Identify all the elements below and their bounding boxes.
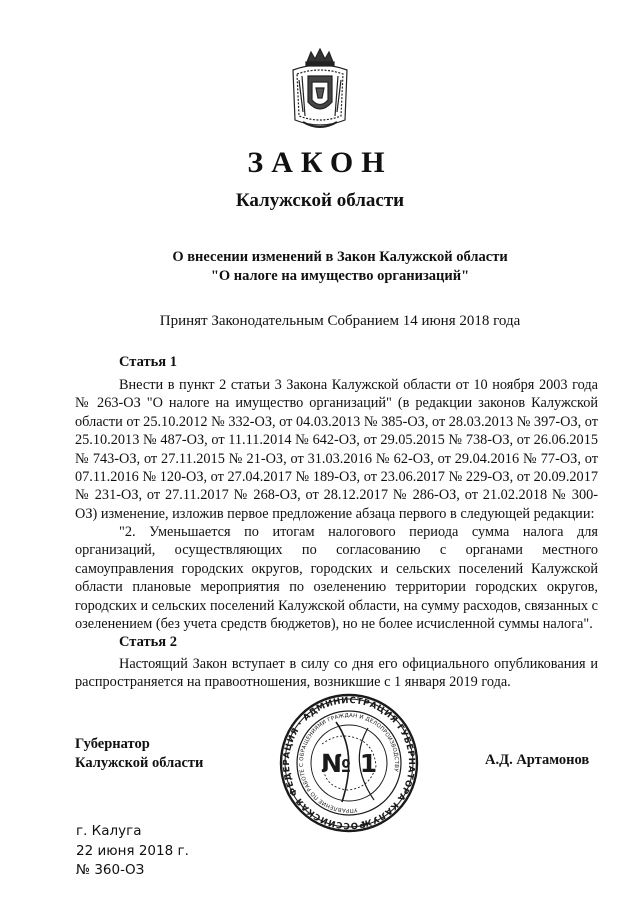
article-2-heading: Статья 2 <box>119 634 177 650</box>
adoption-note: Принят Законодательным Собранием 14 июня 2018 года <box>159 313 521 329</box>
stamp-outer-text: РОССИЙСКАЯ ФЕДЕРАЦИЯ · АДМИНИСТРАЦИЯ ГУБЕРНАТОРА КАЛУЖСКОЙ <box>281 695 417 831</box>
document-meta <box>76 822 189 881</box>
official-stamp <box>278 692 420 834</box>
coat-of-arms-icon <box>289 46 351 132</box>
law-subject <box>0 248 640 286</box>
subject-line-2: "О налоге на имущество организаций" <box>210 268 470 284</box>
article-1-heading: Статья 1 <box>119 354 177 370</box>
article-2-paragraph-1: Настоящий Закон вступает в силу со дня его официального опубликования и распространяется на правоотношения, возникшие с 1 января 2019 года. <box>75 656 598 691</box>
governor-title-line-1: Губернатор <box>75 736 150 752</box>
stamp-inner-text: УПРАВЛЕНИЕ ПО РАБОТЕ С ОБРАЩЕНИЯМИ ГРАЖДАН И ДЕЛОПРОИЗВОДСТВУ <box>298 712 400 814</box>
governor-title-line-2: Калужской области <box>75 755 204 771</box>
meta-place: г. Калуга <box>76 823 142 839</box>
article-1-paragraph-2: "2. Уменьшается по итогам налогового периода сумма налога для организаций, осуществляющих по согласованию с органами местного самоуправления городских округов, городских и сельских поселений Калужской области плановые мероприятия по озеленению территории городских округов, городских и сельских поселений Калужской области, на сумму расходов, связанных с озеленением (без учета средств бюджетов), но не более исчисленной суммы налога". <box>75 524 598 633</box>
subject-line-1: О внесении изменений в Закон Калужской области <box>172 249 508 265</box>
region-title: Калужской области <box>235 190 405 211</box>
meta-date: 22 июня 2018 г. <box>76 842 189 859</box>
law-title: ЗАКОН <box>247 146 393 179</box>
governor-name: А.Д. Артамонов <box>485 752 590 768</box>
article-1-paragraph-1: Внести в пункт 2 статьи 3 Закона Калужской области от 10 ноября 2003 года № 263-ОЗ "О налоге на имущество организаций" (в редакции законов Калужской области от 25.10.2012 № 332-ОЗ, от 04.03.2013 № 385-ОЗ, от 28.03.2013 № 397-ОЗ, от 25.10.2013 № 487-ОЗ, от 11.11.2014 № 642-ОЗ, от 29.05.2015 № 738-ОЗ, от 26.06.2015 № 743-ОЗ, от 27.11.2015 № 21-ОЗ, от 31.03.2016 № 62-ОЗ, от 29.04.2016 № 77-ОЗ, от 07.11.2016 № 120-ОЗ, от 27.04.2017 № 189-ОЗ, от 23.06.2017 № 229-ОЗ, от 20.09.2017 № 231-ОЗ, от 27.11.2017 № 268-ОЗ, от 28.12.2017 № 286-ОЗ, от 21.02.2018 № 300-ОЗ) изменение, изложив первое предложение абзаца первого в следующей редакции: <box>75 377 598 522</box>
meta-number: № 360-ОЗ <box>76 862 145 878</box>
stamp-number: № 1 <box>320 749 378 778</box>
governor-title <box>75 735 203 773</box>
